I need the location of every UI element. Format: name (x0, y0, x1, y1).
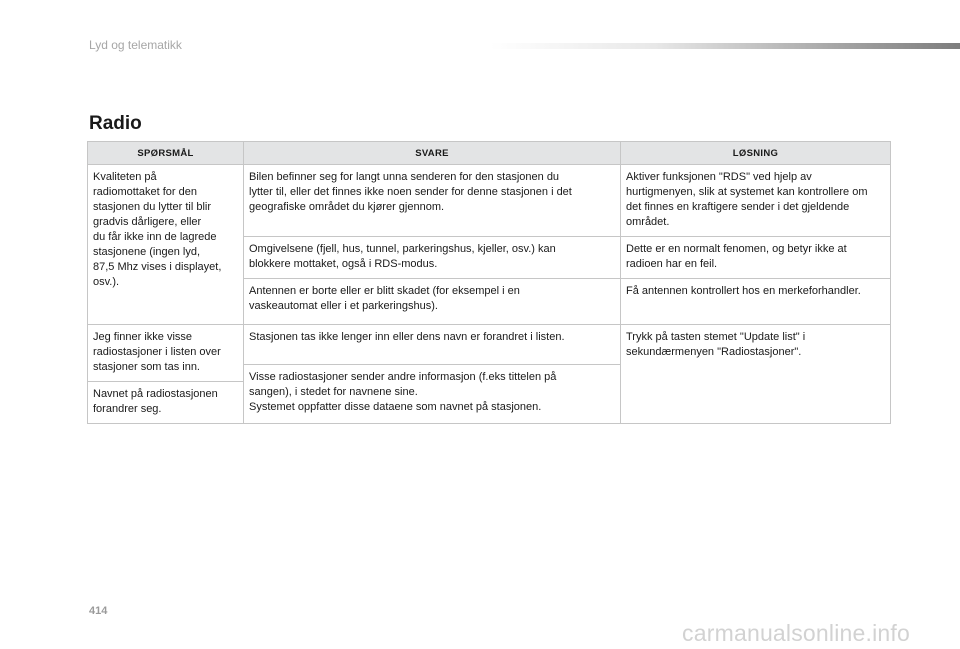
answer-cell: Stasjonen tas ikke lenger inn eller dens navn er forandret i listen. (244, 325, 621, 365)
table-row (88, 165, 891, 237)
column-header-question: SPØRSMÅL (88, 142, 244, 165)
header-gradient-bar (490, 43, 960, 49)
answer-cell: Visse radiostasjoner sender andre informasjon (f.eks tittelen på sangen), i stedet for navnene sine. Systemet oppfatter disse dataene som navnet på stasjonen. (244, 365, 621, 424)
table-header-row (88, 142, 891, 165)
column-header-solution: LØSNING (621, 142, 891, 165)
question-cell: Kvaliteten på radiomottaket for den stasjonen du lytter til blir gradvis dårligere, eller du får ikke inn de lagrede stasjonene (ingen lyd, 87,5 Mhz vises i displayet, osv.). (88, 165, 244, 325)
answer-cell: Antennen er borte eller er blitt skadet (for eksempel i en vaskeautomat eller i et parkeringshus). (244, 279, 621, 325)
page-number: 414 (89, 605, 108, 617)
question-cell: Navnet på radiostasjonen forandrer seg. (88, 382, 244, 424)
table-row (88, 325, 891, 365)
solution-cell: Dette er en normalt fenomen, og betyr ikke at radioen har en feil. (621, 237, 891, 279)
answer-cell: Omgivelsene (fjell, hus, tunnel, parkeringshus, kjeller, osv.) kan blokkere mottaket, også i RDS-modus. (244, 237, 621, 279)
solution-cell: Trykk på tasten stemet "Update list" i sekundærmenyen "Radiostasjoner". (621, 325, 891, 424)
solution-cell: Få antennen kontrollert hos en merkeforhandler. (621, 279, 891, 325)
column-header-answer: SVARE (244, 142, 621, 165)
section-title: Radio (89, 113, 142, 134)
chapter-title: Lyd og telematikk (89, 38, 182, 52)
answer-cell: Bilen befinner seg for langt unna senderen for den stasjonen du lytter til, eller det finnes ikke noen sender for denne stasjonen i det geografiske området du kjører gjennom. (244, 165, 621, 237)
solution-cell: Aktiver funksjonen "RDS" ved hjelp av hurtigmenyen, slik at systemet kan kontrollere om det finnes en kraftigere sender i det gjeldende området. (621, 165, 891, 237)
faq-table (87, 141, 891, 424)
watermark: carmanualsonline.info (682, 620, 910, 646)
question-cell: Jeg finner ikke visse radiostasjoner i listen over stasjoner som tas inn. (88, 325, 244, 382)
